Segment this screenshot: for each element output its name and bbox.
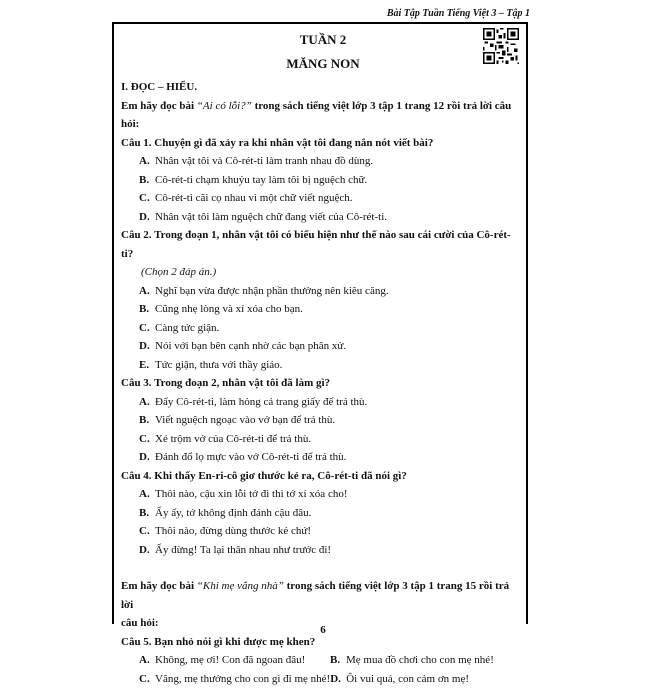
- section-title: I. ĐỌC – HIỂU.: [121, 78, 521, 97]
- question-3: Câu 3. Trong đoạn 2, nhân vật tôi đã làm gì?: [121, 374, 521, 393]
- question-3-option-d[interactable]: D. Đánh đổ lọ mực vào vở Cô-rét-ti để trả thù.: [139, 448, 521, 467]
- worksheet-content: [121, 78, 521, 688]
- question-5: Câu 5. Bạn nhỏ nói gì khi được mẹ khen?: [121, 633, 521, 652]
- question-2-option-c[interactable]: C. Càng tức giận.: [139, 319, 521, 338]
- question-1-option-d[interactable]: D. Nhân vật tôi làm nguệch chữ đang viết của Cô-rét-ti.: [139, 208, 521, 227]
- question-2: Câu 2. Trong đoạn 1, nhân vật tôi có biểu hiện như thế nào sau cái cười của Cô-rét-ti?: [121, 226, 521, 263]
- question-2-note: (Chọn 2 đáp án.): [141, 263, 521, 282]
- question-4: Câu 4. Khi thấy En-ri-cô giơ thước kẻ ra, Cô-rét-ti đã nói gì?: [121, 467, 521, 486]
- reading-instruction-2: Em hãy đọc bài “Khi mẹ vắng nhà” trong sách tiếng việt lớp 3 tập 1 trang 15 rồi trả lời: [121, 577, 521, 614]
- question-5-option-a[interactable]: A. Không, mẹ ơi! Con đã ngoan đâu!: [139, 651, 330, 670]
- question-5-row-2: [139, 670, 521, 688]
- question-2-option-d[interactable]: D. Nói với bạn bên cạnh nhờ các bạn phân xử.: [139, 337, 521, 356]
- reading-instruction-2-line2: câu hỏi:: [121, 614, 521, 633]
- question-3-option-b[interactable]: B. Viết nguệch ngoạc vào vở bạn để trả thù.: [139, 411, 521, 430]
- question-5-option-c[interactable]: C. Vâng, mẹ thưởng cho con gì đi mẹ nhé!: [139, 670, 330, 688]
- question-1-option-c[interactable]: C. Cô-rét-ti cãi cọ nhau vì một chữ viết nguệch.: [139, 189, 521, 208]
- question-5-row-1: [139, 651, 521, 670]
- question-5-option-b[interactable]: B. Mẹ mua đồ chơi cho con mẹ nhé!: [330, 651, 521, 670]
- spacer: [121, 559, 521, 577]
- page-number: 6: [0, 624, 646, 636]
- question-5-option-d[interactable]: D. Ôi vui quá, con cảm ơn mẹ!: [330, 670, 521, 688]
- book-header-title: Bài Tập Tuần Tiếng Việt 3 – Tập 1: [387, 8, 530, 19]
- question-2-option-b[interactable]: B. Cũng nhẹ lòng và xí xóa cho bạn.: [139, 300, 521, 319]
- question-2-option-e[interactable]: E. Tức giận, thưa với thầy giáo.: [139, 356, 521, 375]
- question-4-option-d[interactable]: D. Ấy đừng! Ta lại thân nhau như trước đi!: [139, 541, 521, 560]
- question-4-option-b[interactable]: B. Ấy ấy, tớ không định đánh cậu đâu.: [139, 504, 521, 523]
- lesson-title: MĂNG NON: [0, 56, 646, 72]
- question-4-option-c[interactable]: C. Thôi nào, đừng dùng thước kẻ chứ!: [139, 522, 521, 541]
- question-1-option-a[interactable]: A. Nhân vật tôi và Cô-rét-ti làm tranh nhau đồ dùng.: [139, 152, 521, 171]
- reading-instruction-1: Em hãy đọc bài “Ai có lỗi?” trong sách tiếng việt lớp 3 tập 1 trang 12 rồi trả lời câu hỏi:: [121, 97, 521, 134]
- question-3-option-c[interactable]: C. Xé trộm vở của Cô-rét-ti để trả thù.: [139, 430, 521, 449]
- question-3-option-a[interactable]: A. Đẩy Cô-rét-ti, làm hỏng cả trang giấy để trả thù.: [139, 393, 521, 412]
- question-2-option-a[interactable]: A. Nghĩ bạn vừa được nhận phần thưởng nên kiêu căng.: [139, 282, 521, 301]
- question-4-option-a[interactable]: A. Thôi nào, cậu xin lỗi tớ đi thì tớ xí xóa cho!: [139, 485, 521, 504]
- week-title: TUẦN 2: [0, 32, 646, 48]
- question-1-option-b[interactable]: B. Cô-rét-ti chạm khuỷu tay làm tôi bị nguệch chữ.: [139, 171, 521, 190]
- question-1: Câu 1. Chuyện gì đã xảy ra khi nhân vật tôi đang nắn nót viết bài?: [121, 134, 521, 153]
